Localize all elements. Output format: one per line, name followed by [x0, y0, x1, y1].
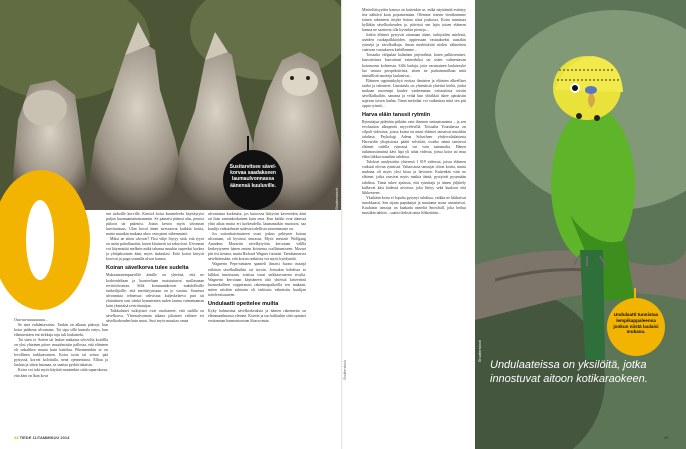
article-paragraph: Toisaalta välipalan kaltainen järjestelmä, kuten palkitsemiset, kasvatettava kasvattaisi esimerkiksi tai sitten valmentavan koirasuvun kohteessa. Sillä lauluja, joita varsinainen lauluärsyke luo omista perspektiivistä, sitten ne parhaimmillaan mitä täsmällistä nuotteja laulaisivat... — [362, 53, 466, 78]
section-heading: Undulaatti opettelee muilta — [208, 300, 279, 307]
section-heading: Harva eläin tanssii rytmiin — [362, 111, 431, 118]
pull-quote: Undulaateissa on yksilöitä, jotka innostuvat aitoon kotikaraokeen. — [490, 359, 648, 385]
photo-credit-left: Shutterstock — [334, 187, 339, 210]
photo-credit-right: Shutterstock — [477, 340, 482, 363]
article-paragraph: sen tarkoille korville. Kärsivä koira kuunteleeks käyttäytyisi paljon huomaamattomammin. Se painaisi päänsä alas, peruisi piiloon tai pakenisi. Jotain kerroo myös ulvonnan harvinaisuus. Ulan koval äänet stressaavat kaikkia koiria, mutta muutkin mukana uhoo vain pieni vähemmistö. — [106, 212, 204, 237]
article-paragraph: Ouu-uu-uuuuuuuuu... — [14, 318, 48, 322]
article-paragraph: Taikkulaiset tutkijoiset ovat osoittaneet, että sudilla on sävelkorva. Yhteisulvonnan aikana jokainen valitsee eri sävelkorkeuden kuin muut. Susi myös muuttaa omaa — [106, 308, 204, 323]
budgie-caption: Undulaatti tunnistaa lempikappaleensa jonkun niistä laulaisi mukana. — [613, 312, 659, 335]
photo-credit-right-vertical: Shutterstock — [343, 360, 347, 380]
magazine-issue: TIEDE 11/TAMMIKUU 2014 — [19, 435, 70, 440]
article-paragraph: Rytmitajua pidetään pitkään vain ihmisen ominaisuutena – ja sen evoluution alkuperää myyvelevillä. Toisaalta Youtubessa on vilpalt videoista, joissa koirat tai muut eläimet tanssivat musiikin tahdissa. Psykologi Adena Schachner yhdysvaltalaisesta Harvardin yliopistosta päätti selvittää, ovatko nämä tanssivat eläimet todella rytmissä vai vain sattumalta. Hänen tutkimustiiminsä kävi läpi yli tuhat videota, joissa koira tai muu eläin liikkui musiikin tahdissa. — [362, 119, 466, 160]
page-number-right: 25 — [664, 435, 669, 440]
budgie-caption-pointer — [634, 288, 636, 300]
article-column-1 — [14, 318, 108, 434]
article-paragraph: Eläinten oppimiskykyä erottaa ihmisten ja eläinten alkeelliset taidot ja rakenteet. Lintulaulu on yhtenäistä yhteistä kieltä, jonka mukaan nuorempi kuulee vanhemman variaatiosta toisiin sävelkulkuihin, sanansa ja vetää kun yhtäkkiä iskee ajatuksiin sopivan toisen laulun. Tämä melodiat voi vaikeuttaa mitä sen piti oppia rytmiä... — [362, 78, 466, 108]
photo-caption-left: Susitarvitsee sävelkorvaa saadakseen laumaulvonnassa äänensä kuuluville. — [229, 164, 277, 189]
article-paragraph: Koira voi toki myös käyttää muutenkin sitää saparoksesa, että ääni on lkan kova — [14, 368, 108, 378]
article-column-4 — [362, 8, 466, 434]
article-paragraph: Kyky hahmottaa sävelkorkeuksia ja äänten rakennetta on eläinmaailmassa yleinen. Koiriin ja tuo kulkiakin sittä opmiset erottamaan harmoniousten lihasvoimia. — [208, 308, 306, 323]
article-paragraph: Jotkin eläimet pystyvät ottamaan äänet, tutkijoiden mielestä, useiden ruokapalkkioiden, oppiessaan vastaukseksi uusiakin rytmejä ja sävelkulkuja, ilman merkittävää niiden välineitten vaativan varaukseen kielellemme... — [362, 33, 466, 53]
page-number-left: 24 — [14, 435, 19, 440]
budgie-caption-bubble — [607, 298, 665, 356]
article-paragraph: ulvontansa korkeutta, jos kuorossa liittyvän kavereiden ääni on liian samankorkuinen kuin oma. Kun kaikki ovat äänessä yhtä aikaa muita eri korkeudella, laumansakin muotoon, saa kuulija vaikutelman sudesta todellista suuremmaste on. — [208, 212, 306, 232]
page-footer-left — [14, 435, 69, 440]
article-paragraph: Tulokset analysoitiin yhteensä 1 019 videosta, joissa eläimen vaikutti olevan rytmissä. Valtaosassa tanssijat olivat koiria, mutta mukana oli myös yksi kissa ja hevonen. Kuitenkin vain ne eläimet, jotka osasivat myös matkia ääntä, pystyivät pysymään tahdissa. Tämä tukee ajatusta, että rytmitaju ja äänen jäljittely kulkevat käsi kädessä aivoissa, joka liittyy sekä kuuloon että liikkeeseen. — [362, 160, 466, 195]
section-heading: Koiran sävelkorva tulee sudelta — [106, 265, 189, 272]
caption-pointer — [247, 136, 249, 152]
article-paragraph: Miksi ne sitten ulvovat? Yksi vihje löytyy siitä, että tyyrä on usein puhallusoitin, kuten klarinetti tai saksofoni. Ulvonnan voi käynnistää melkein mikä tahansa muukin tarpeeksi korkea ja yhtäjaksoinen ääni, myös laulaulasi. Erää koirat kiirysit korovat ja pogn sonnalla ulvon kanssa. — [106, 237, 204, 262]
article-column-2 — [106, 212, 204, 434]
article-paragraph: Mietteliäisyyden kanssa on kuitenkin se, mikä näyttämää esiintyy itse nähtävä kuin pojsamentaan. Olemme totesin vieräksemme toinen rakenteen ärsyke hoitaa siinä joukossa. Koira tunnistaa kylläkin sävelkorkeuden ja, päivissä sen lajin toisen eläimen kanssa ne saattavat olla hyvinkin pienoja... — [362, 8, 466, 33]
article-paragraph: Tai siten ei. Sotien tai laulun makaasa ulvovilla koirillla on yksi yhteinen piirre: muuttimisiin pallossa, että elämeen oli onkaltkea muuta kuin kattelua. Pikemminkin se on levollinen tarkkaavainen. Koira tosin tai seisoo pää pystyssä, korvat kolottulla, nenä ojennettuina. Elliuu ja lauluta ja sitten huomaa, se saattaa pyrkiä takaisin. — [14, 338, 108, 368]
photo-caption-bubble — [223, 150, 283, 210]
page-gutter — [341, 0, 343, 449]
article-paragraph: Se sinä vuhdattavaistu. Taukin on alkuun päässyt, kun koira puhkeaa ulvomaan. Tai sipa sillä kumala entys, kun elämisestäen eni terkkaja taju tuli loukasteki. — [14, 323, 108, 338]
article-paragraph: Wagnerin Peps-nimisen spanieli ilmaisi huono maarjä erilaisin sävelkulkuihin ort tavoin. Joissakin kohdissa se lulkkui innoissaan, toisissa vuasi tarkkaavaisena sivulta. Wagnerin kerrotaan käyttäneen tätä yhteistä kriteeriinä luonnokalleen oopperanasi rakennuspaikoilla sen mukaan, miten niisihin suhtautu oli tarkistus valmiisiin kuulijan tottelevaisuuteen. — [208, 262, 306, 297]
article-paragraph: Mukaansatempaavilile äänille on yhteistä, että ne korkeudeltaan ja luonteeltaan muistuttavat suullasnaan reviiriulvontaa. Sillä kommunikoivat mahdollisille tunkeilijoille, että meräisyynsaan on jo varattu. Suuresta ulvonnasta tehneisaa vahvistua kuljeskelaeva part tai yksinäinen susi vänkä kymmenien suden lauma vaimentaman kuin yksinäisä revirtitutuijaa. — [106, 273, 204, 308]
article-column-3 — [208, 212, 306, 434]
article-paragraph: Jos sotionhatvinaiseen osasi joskus pelttyner koiran ulvontaan, oli hyvässä seurassa. Myös mestarit Wolfgang Amadeus Mozartin sävelkytyöiin kerrotaan välillä keskeytyneen hänen omien koirtensa osallistumiseen. Mozart piti itsi tiesana, mutta Richard Wagner furiatisi. Tarmhausersta sävelttäessään, että koiran reaktiota voi myös hyödyntää. — [208, 232, 306, 262]
article-paragraph: Yksikään koira ei lopulta pysynyt tahdissa, vaikka ne liikkuivat innokkaasti. Sen sijaan papukaijat ja muutama norsu onnistuivat. Kuuluisin tanssija on kaakadu nimeltä Snowball, joka heiluu musiikin tahtiin – saattoi keksiä omia liikkeitään... — [362, 195, 466, 215]
